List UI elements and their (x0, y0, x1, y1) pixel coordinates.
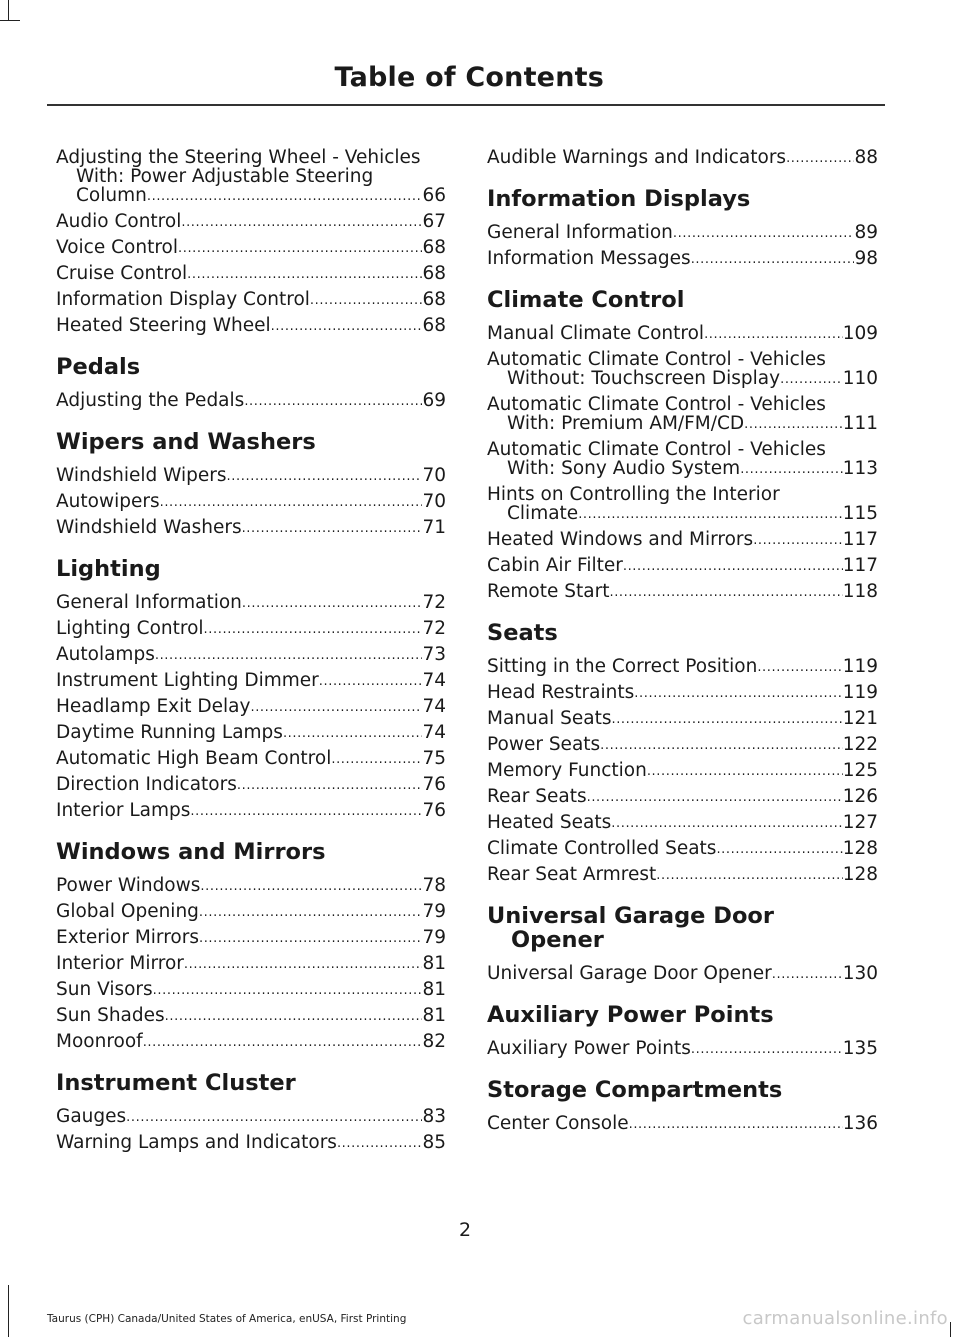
section-heading-line: Wipers and Washers (56, 429, 316, 455)
toc-entry[interactable] (487, 813, 878, 832)
toc-entry-page: 128 (842, 864, 878, 885)
toc-entry-page: 68 (422, 263, 446, 284)
toc-entry[interactable] (487, 839, 878, 858)
dot-leader (190, 801, 422, 820)
toc-entry-title: Moonroof (56, 1031, 143, 1052)
toc-entry-title: Sun Visors (56, 979, 153, 1000)
toc-section-heading (56, 1071, 446, 1095)
toc-entry[interactable] (487, 787, 878, 806)
toc-entry-title: Center Console (487, 1113, 629, 1134)
toc-entry-title: Column (76, 185, 147, 206)
toc-entry-page: 76 (422, 800, 446, 821)
dot-leader (271, 316, 423, 335)
toc-entry-page: 130 (842, 963, 878, 984)
dot-leader (153, 980, 423, 999)
toc-entry-title-line: Automatic Climate Control - Vehicles (487, 349, 826, 370)
toc-entry-title: Heated Steering Wheel (56, 315, 271, 336)
dot-leader (310, 290, 423, 309)
toc-entry-page: 79 (422, 927, 446, 948)
toc-entry-page: 70 (422, 491, 446, 512)
toc-entry-page: 81 (422, 979, 446, 1000)
section-heading-line: Pedals (56, 354, 141, 380)
toc-entry[interactable] (56, 671, 446, 690)
toc-section-heading (56, 840, 446, 864)
dot-leader (155, 645, 423, 664)
toc-entry-title: Heated Windows and Mirrors (487, 529, 754, 550)
crop-mark-bottom-right-v (950, 1322, 951, 1337)
toc-entry[interactable] (56, 1006, 446, 1025)
toc-entry[interactable] (487, 395, 878, 433)
toc-entry[interactable] (56, 316, 446, 335)
toc-entry-title-line: With: Power Adjustable Steering (76, 166, 374, 187)
toc-entry[interactable] (56, 619, 446, 638)
toc-entry[interactable] (56, 645, 446, 664)
dot-leader (199, 928, 422, 947)
toc-entry-page: 69 (422, 390, 446, 411)
toc-entry-title: Windshield Washers (56, 517, 242, 538)
toc-entry[interactable] (487, 556, 878, 575)
toc-section-heading (56, 430, 446, 454)
toc-entry-page: 118 (842, 581, 878, 602)
toc-entry[interactable] (487, 735, 878, 754)
dot-leader (611, 813, 842, 832)
toc-entry-title: Autowipers (56, 491, 160, 512)
toc-entry-title: Memory Function (487, 760, 647, 781)
toc-entry-page: 128 (842, 838, 878, 859)
toc-entry-title: Exterior Mirrors (56, 927, 199, 948)
toc-entry-page: 79 (422, 901, 446, 922)
toc-entry[interactable] (56, 980, 446, 999)
toc-entry-page: 67 (422, 211, 446, 232)
toc-entry[interactable] (56, 518, 446, 537)
toc-entry-title: Direction Indicators (56, 774, 237, 795)
toc-entry-title: Cruise Control (56, 263, 188, 284)
toc-entry-page: 126 (842, 786, 878, 807)
toc-entry[interactable] (56, 264, 446, 283)
toc-entry-title: Interior Lamps (56, 800, 191, 821)
toc-entry[interactable] (487, 709, 878, 728)
toc-entry-page: 113 (842, 458, 878, 479)
toc-entry-title: Instrument Lighting Dimmer (56, 670, 319, 691)
dot-leader (757, 657, 842, 676)
toc-section-heading (487, 1078, 878, 1102)
dot-leader (147, 186, 423, 205)
toc-entry-page: 74 (422, 722, 446, 743)
toc-entry-title: Sun Shades (56, 1005, 165, 1026)
dot-leader (242, 518, 423, 537)
toc-entry-title: Sitting in the Correct Position (487, 656, 758, 677)
toc-entry[interactable] (56, 148, 446, 205)
toc-entry-page: 71 (422, 517, 446, 538)
dot-leader (647, 761, 843, 780)
toc-entry[interactable] (487, 350, 878, 388)
toc-entry[interactable] (487, 1114, 878, 1133)
crop-mark-top-left-h (0, 20, 20, 21)
toc-entry[interactable] (56, 1032, 446, 1051)
toc-entry-title: Global Opening (56, 901, 199, 922)
toc-entry-page: 125 (842, 760, 878, 781)
toc-entry-title: Power Windows (56, 875, 201, 896)
toc-right-column (487, 148, 878, 1140)
dot-leader (786, 148, 854, 167)
toc-entry[interactable] (487, 249, 878, 268)
dot-leader (623, 556, 843, 575)
section-heading-line: Information Displays (487, 186, 751, 212)
dot-leader (673, 223, 855, 242)
toc-entry-title: General Information (56, 592, 242, 613)
crop-mark-top-left-v (8, 0, 9, 20)
section-heading-line: Instrument Cluster (56, 1070, 296, 1096)
toc-entry-title: Climate Controlled Seats (487, 838, 717, 859)
toc-entry[interactable] (56, 723, 446, 742)
dot-leader (319, 671, 423, 690)
toc-entry-page: 72 (422, 592, 446, 613)
toc-entry[interactable] (487, 223, 878, 242)
toc-entry-page: 81 (422, 1005, 446, 1026)
toc-entry-page: 98 (854, 248, 878, 269)
toc-entry[interactable] (56, 775, 446, 794)
toc-entry-page: 89 (854, 222, 878, 243)
dot-leader (165, 1006, 423, 1025)
toc-entry-title: Windshield Wipers (56, 465, 227, 486)
dot-leader (578, 504, 842, 523)
dot-leader (199, 902, 423, 921)
toc-entry[interactable] (56, 876, 446, 895)
dot-leader (600, 735, 843, 754)
dot-leader (160, 492, 423, 511)
dot-leader (634, 683, 842, 702)
dot-leader (691, 1039, 843, 1058)
toc-entry-title: With: Premium AM/FM/CD (507, 413, 745, 434)
toc-entry[interactable] (487, 964, 878, 983)
dot-leader (740, 459, 843, 478)
toc-entry-page: 85 (422, 1132, 446, 1153)
toc-entry-page: 76 (422, 774, 446, 795)
toc-entry-title: General Information (487, 222, 673, 243)
toc-entry[interactable] (487, 582, 878, 601)
toc-entry-page: 68 (422, 315, 446, 336)
dot-leader (611, 709, 842, 728)
toc-entry[interactable] (56, 697, 446, 716)
dot-leader (331, 749, 422, 768)
toc-entry-page: 110 (842, 368, 878, 389)
toc-entry-page: 127 (842, 812, 878, 833)
toc-entry-page: 121 (842, 708, 878, 729)
dot-leader (250, 697, 422, 716)
watermark: carmanualsonline.info (742, 1308, 948, 1329)
toc-section-heading (487, 288, 878, 312)
dot-leader (181, 212, 422, 231)
dot-leader (753, 530, 843, 549)
page-title: Table of Contents (334, 62, 604, 93)
toc-entry[interactable] (56, 749, 446, 768)
toc-entry-title: With: Sony Audio System (507, 458, 741, 479)
dot-leader (200, 876, 422, 895)
toc-entry-page: 74 (422, 696, 446, 717)
toc-entry-page: 88 (854, 147, 878, 168)
toc-entry-page: 82 (422, 1031, 446, 1052)
section-heading-line: Lighting (56, 556, 161, 582)
toc-entry[interactable] (56, 902, 446, 921)
toc-entry-page: 78 (422, 875, 446, 896)
toc-entry-title: Audible Warnings and Indicators (487, 147, 787, 168)
toc-entry[interactable] (56, 290, 446, 309)
dot-leader (691, 249, 855, 268)
toc-entry-page: 119 (842, 682, 878, 703)
toc-entry-title: Adjusting the Pedals (56, 390, 245, 411)
page-number: 2 (458, 1219, 472, 1241)
toc-entry-title: Power Seats (487, 734, 601, 755)
toc-entry[interactable] (487, 761, 878, 780)
toc-entry-title: Warning Lamps and Indicators (56, 1132, 337, 1153)
section-heading-line: Climate Control (487, 287, 685, 313)
toc-entry-page: 117 (842, 529, 878, 550)
toc-entry-page: 72 (422, 618, 446, 639)
dot-leader (629, 1114, 843, 1133)
section-heading-line: Windows and Mirrors (56, 839, 326, 865)
dot-leader (204, 619, 423, 638)
toc-entry[interactable] (56, 238, 446, 257)
toc-section-heading (487, 187, 878, 211)
toc-entry-title: Automatic High Beam Control (56, 748, 332, 769)
dot-leader (704, 324, 843, 343)
toc-entry-page: 119 (842, 656, 878, 677)
section-heading-line: Storage Compartments (487, 1077, 783, 1103)
toc-entry-title: Audio Control (56, 211, 182, 232)
toc-entry[interactable] (487, 865, 878, 884)
toc-entry[interactable] (487, 148, 878, 167)
toc-entry-title-line: Hints on Controlling the Interior (487, 484, 780, 505)
toc-entry-page: 68 (422, 237, 446, 258)
toc-entry-title: Interior Mirror (56, 953, 184, 974)
toc-entry-title: Cabin Air Filter (487, 555, 623, 576)
section-heading-line: Seats (487, 620, 558, 646)
toc-entry[interactable] (56, 1133, 446, 1152)
toc-section-heading (56, 355, 446, 379)
toc-entry-title: Universal Garage Door Opener (487, 963, 772, 984)
toc-entry-title-line: Adjusting the Steering Wheel - Vehicles (56, 147, 421, 168)
toc-entry[interactable] (487, 657, 878, 676)
toc-section-heading (487, 621, 878, 645)
dot-leader (242, 593, 423, 612)
toc-entry-title: Head Restraints (487, 682, 635, 703)
dot-leader (237, 775, 423, 794)
toc-entry-page: 75 (422, 748, 446, 769)
toc-entry[interactable] (56, 593, 446, 612)
crop-mark-bottom-left-v (8, 1285, 9, 1337)
toc-entry-title: Gauges (56, 1106, 127, 1127)
dot-leader (587, 787, 843, 806)
toc-entry[interactable] (487, 1039, 878, 1058)
toc-entry-page: 74 (422, 670, 446, 691)
toc-entry-page: 109 (842, 323, 878, 344)
toc-entry-page: 81 (422, 953, 446, 974)
toc-entry-page: 66 (422, 185, 446, 206)
dot-leader (744, 414, 843, 433)
toc-entry[interactable] (56, 492, 446, 511)
dot-leader (187, 264, 422, 283)
toc-entry-title: Without: Touchscreen Display (507, 368, 781, 389)
toc-entry-page: 111 (842, 413, 878, 434)
toc-entry-title: Information Messages (487, 248, 691, 269)
dot-leader (178, 238, 422, 257)
toc-entry[interactable] (487, 683, 878, 702)
footer-text: Taurus (CPH) Canada/United States of America, enUSA, First Printing (47, 1313, 407, 1325)
toc-entry[interactable] (56, 212, 446, 231)
toc-entry-title: Autolamps (56, 644, 155, 665)
dot-leader (283, 723, 423, 742)
toc-entry-title: Lighting Control (56, 618, 204, 639)
toc-entry-page: 70 (422, 465, 446, 486)
toc-entry-title-line: Automatic Climate Control - Vehicles (487, 394, 826, 415)
toc-entry-title: Auxiliary Power Points (487, 1038, 691, 1059)
toc-entry[interactable] (487, 530, 878, 549)
dot-leader (780, 369, 843, 388)
toc-entry[interactable] (487, 440, 878, 478)
toc-entry-title: Daytime Running Lamps (56, 722, 283, 743)
section-heading-line: Universal Garage Door (487, 903, 774, 929)
toc-entry-title: Manual Climate Control (487, 323, 705, 344)
dot-leader (716, 839, 842, 858)
toc-entry-title: Heated Seats (487, 812, 612, 833)
dot-leader (772, 964, 843, 983)
toc-entry-title: Information Display Control (56, 289, 310, 310)
toc-entry-title: Remote Start (487, 581, 610, 602)
toc-entry-page: 136 (842, 1113, 878, 1134)
toc-section-heading (487, 1003, 878, 1027)
dot-leader (656, 865, 842, 884)
toc-entry-page: 115 (842, 503, 878, 524)
toc-entry-page: 122 (842, 734, 878, 755)
toc-entry-page: 73 (422, 644, 446, 665)
toc-entry[interactable] (487, 324, 878, 343)
toc-entry-title: Rear Seat Armrest (487, 864, 657, 885)
dot-leader (244, 391, 422, 410)
dot-leader (337, 1133, 423, 1152)
dot-leader (184, 954, 423, 973)
toc-section-heading (487, 904, 878, 952)
toc-entry[interactable] (56, 928, 446, 947)
toc-entry-page: 117 (842, 555, 878, 576)
toc-entry-title-line: Automatic Climate Control - Vehicles (487, 439, 826, 460)
toc-left-column (56, 148, 446, 1159)
toc-entry-title: Manual Seats (487, 708, 612, 729)
dot-leader (227, 466, 423, 485)
toc-entry[interactable] (56, 466, 446, 485)
toc-entry[interactable] (56, 1107, 446, 1126)
section-heading-line: Opener (511, 927, 604, 953)
toc-entry[interactable] (56, 801, 446, 820)
header-divider (47, 104, 885, 106)
dot-leader (609, 582, 842, 601)
section-heading-line: Auxiliary Power Points (487, 1002, 774, 1028)
toc-entry-title: Climate (507, 503, 579, 524)
toc-entry-title: Voice Control (56, 237, 178, 258)
toc-entry-title: Headlamp Exit Delay (56, 696, 251, 717)
toc-entry[interactable] (56, 391, 446, 410)
toc-section-heading (56, 557, 446, 581)
dot-leader (126, 1107, 422, 1126)
dot-leader (143, 1032, 423, 1051)
toc-entry[interactable] (56, 954, 446, 973)
toc-entry-title: Rear Seats (487, 786, 587, 807)
toc-entry-page: 68 (422, 289, 446, 310)
toc-entry-page: 135 (842, 1038, 878, 1059)
toc-entry-page: 83 (422, 1106, 446, 1127)
toc-entry[interactable] (487, 485, 878, 523)
